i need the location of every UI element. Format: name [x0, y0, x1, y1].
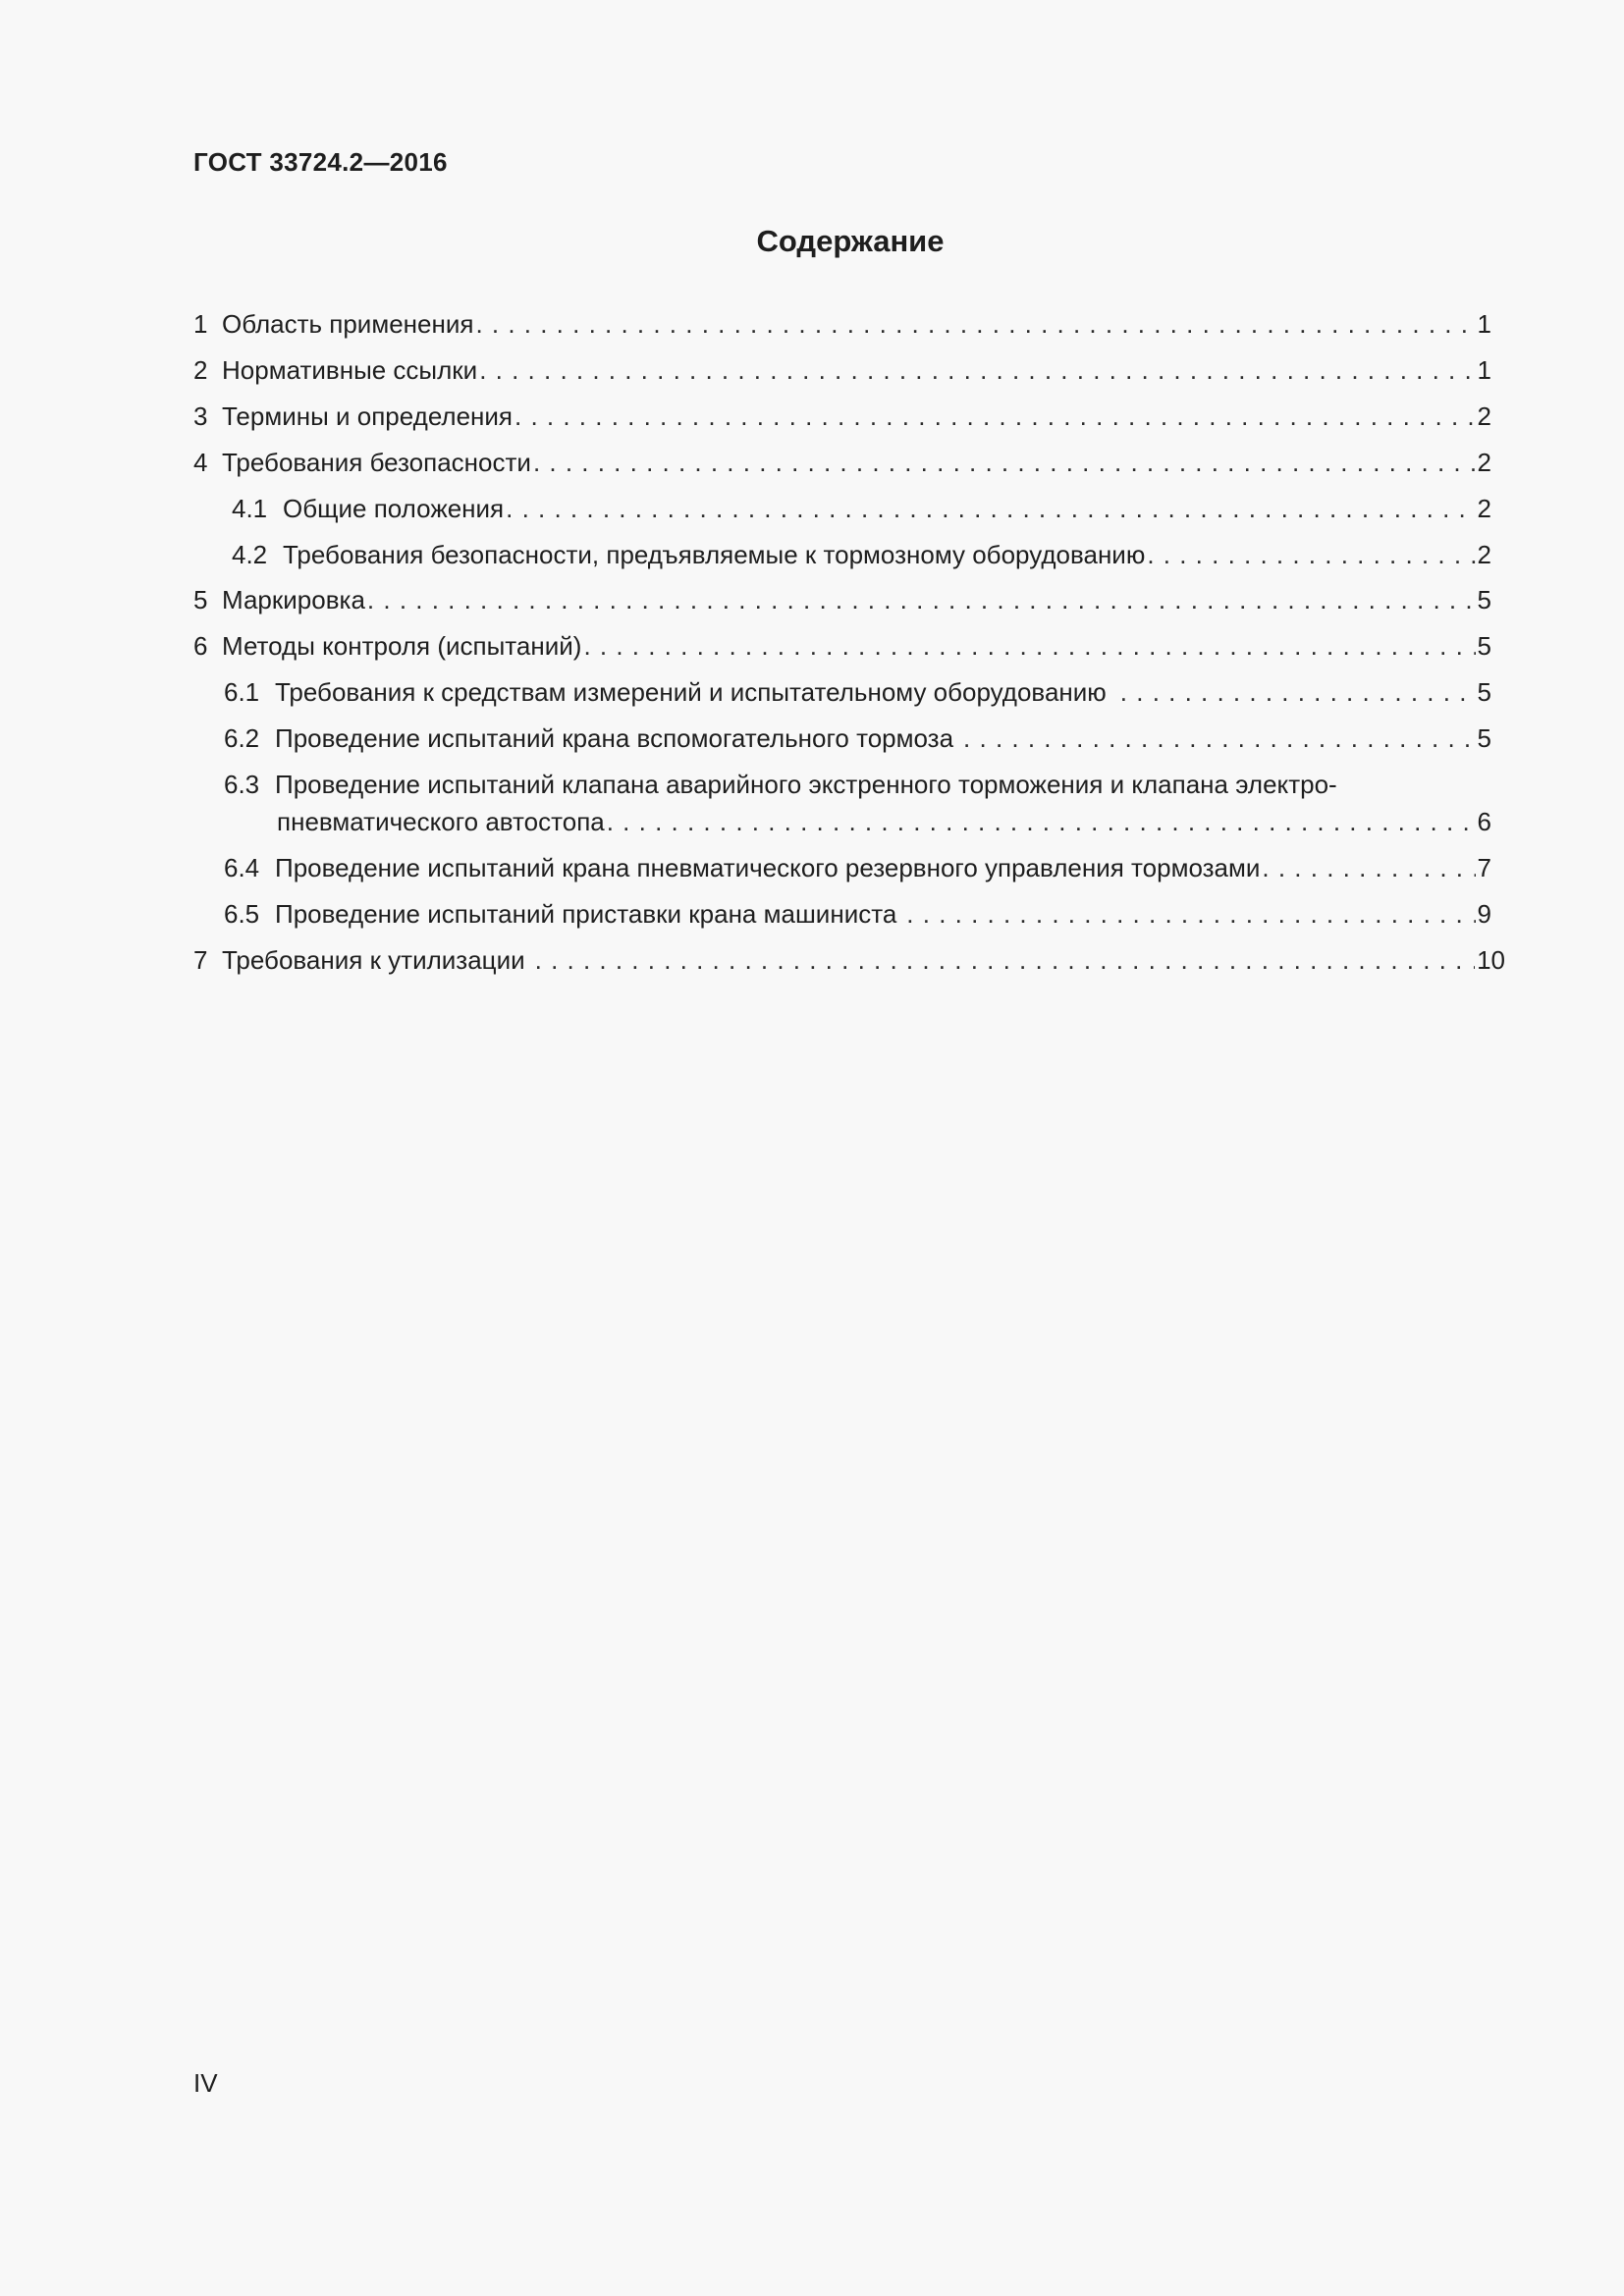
toc-entry-page: 10 [1477, 945, 1505, 975]
toc-entry-page: 5 [1477, 677, 1491, 707]
toc-entry[interactable] [193, 400, 1491, 433]
toc-entry-page: 5 [1477, 585, 1491, 614]
toc-leader-dots [1147, 538, 1475, 571]
toc-entry-number: 4.1 [232, 494, 268, 523]
toc-entry-label: Область применения [222, 309, 474, 339]
toc-entry-page: 5 [1477, 631, 1491, 661]
toc-entry-number: 3 [193, 401, 208, 431]
toc-entry-number: 6.3 [224, 770, 260, 799]
toc-entry-number: 5 [193, 585, 208, 614]
toc-entry[interactable] [232, 538, 1491, 571]
toc-leader-dots [367, 583, 1476, 616]
toc-entry[interactable] [232, 492, 1491, 525]
toc-entry-number: 6.4 [224, 853, 260, 882]
toc-entry-label: Требования безопасности [222, 448, 531, 477]
toc-entry-number: 6.2 [224, 723, 260, 753]
toc-entry-number: 6.1 [224, 677, 260, 707]
toc-entry-number: 4.2 [232, 540, 268, 569]
toc-entry[interactable] [193, 353, 1491, 387]
toc-leader-dots [583, 629, 1475, 663]
toc-entry-number: 2 [193, 355, 208, 385]
toc-entry-page: 2 [1477, 448, 1491, 477]
toc-entry-label: Методы контроля (испытаний) [222, 631, 582, 661]
document-code: ГОСТ 33724.2—2016 [193, 147, 448, 177]
toc-leader-dots [906, 897, 1475, 931]
toc-entry[interactable] [224, 851, 1491, 884]
toc-entry-number: 1 [193, 309, 208, 339]
page-folio: IV [193, 2068, 218, 2098]
toc-entry[interactable] [193, 307, 1491, 341]
toc-entry-number: 6 [193, 631, 208, 661]
toc-entry[interactable] [224, 721, 1491, 755]
toc-entry-page: 1 [1477, 355, 1491, 385]
toc-entry-label-continued: пневматического автостопа [277, 807, 605, 836]
toc-entry[interactable] [193, 943, 1505, 977]
toc-entry[interactable] [193, 629, 1491, 663]
toc-title: Содержание [756, 224, 945, 258]
toc-entry-label: Требования к средствам измерений и испытательному оборудованию [275, 677, 1107, 707]
toc-entry-label: Проведение испытаний крана вспомогательного тормоза [275, 723, 954, 753]
toc-entry-page: 2 [1477, 540, 1491, 569]
toc-leader-dots [533, 446, 1476, 479]
toc-entry[interactable] [277, 805, 1491, 838]
toc-entry-label: Проведение испытаний крана пневматического резервного управления тормозами [275, 853, 1261, 882]
toc-entry-page: 2 [1477, 494, 1491, 523]
toc-entry-label: Проведение испытаний приставки крана машиниста [275, 899, 897, 929]
toc-entry-label: Проведение испытаний клапана аварийного экстренного торможения и клапана электро- [275, 770, 1337, 799]
toc-entry[interactable] [193, 583, 1491, 616]
toc-entry-page: 6 [1477, 807, 1491, 836]
toc-entry-number: 7 [193, 945, 208, 975]
toc-leader-dots [475, 307, 1475, 341]
toc-leader-dots [1262, 851, 1475, 884]
toc-entry-page: 5 [1477, 723, 1491, 753]
toc-entry-number: 4 [193, 448, 208, 477]
toc-entry-label: Маркировка [222, 585, 365, 614]
toc-entry-page: 9 [1477, 899, 1491, 929]
toc-entry-page: 7 [1477, 853, 1491, 882]
toc-entry-label: Требования безопасности, предъявляемые к тормозному оборудованию [283, 540, 1146, 569]
toc-entry-label: Термины и определения [222, 401, 514, 431]
toc-entry-label: Требования к утилизации [222, 945, 525, 975]
toc-leader-dots [479, 353, 1475, 387]
toc-entry-label: Общие положения [283, 494, 505, 523]
toc-leader-dots [963, 721, 1475, 755]
toc-entry-page: 1 [1477, 309, 1491, 339]
toc-leader-dots [506, 492, 1475, 525]
toc-entry-number: 6.5 [224, 899, 260, 929]
toc-entry-page: 2 [1477, 401, 1491, 431]
toc-leader-dots [514, 400, 1476, 433]
toc-entry[interactable] [224, 897, 1491, 931]
toc-entry-wrapped-first-line[interactable] [224, 768, 1337, 801]
toc-entry[interactable] [224, 675, 1491, 709]
toc-leader-dots [535, 943, 1475, 977]
toc-leader-dots [607, 805, 1476, 838]
toc-entry[interactable] [193, 446, 1491, 479]
toc-leader-dots [1120, 675, 1476, 709]
toc-entry-label: Нормативные ссылки [222, 355, 478, 385]
